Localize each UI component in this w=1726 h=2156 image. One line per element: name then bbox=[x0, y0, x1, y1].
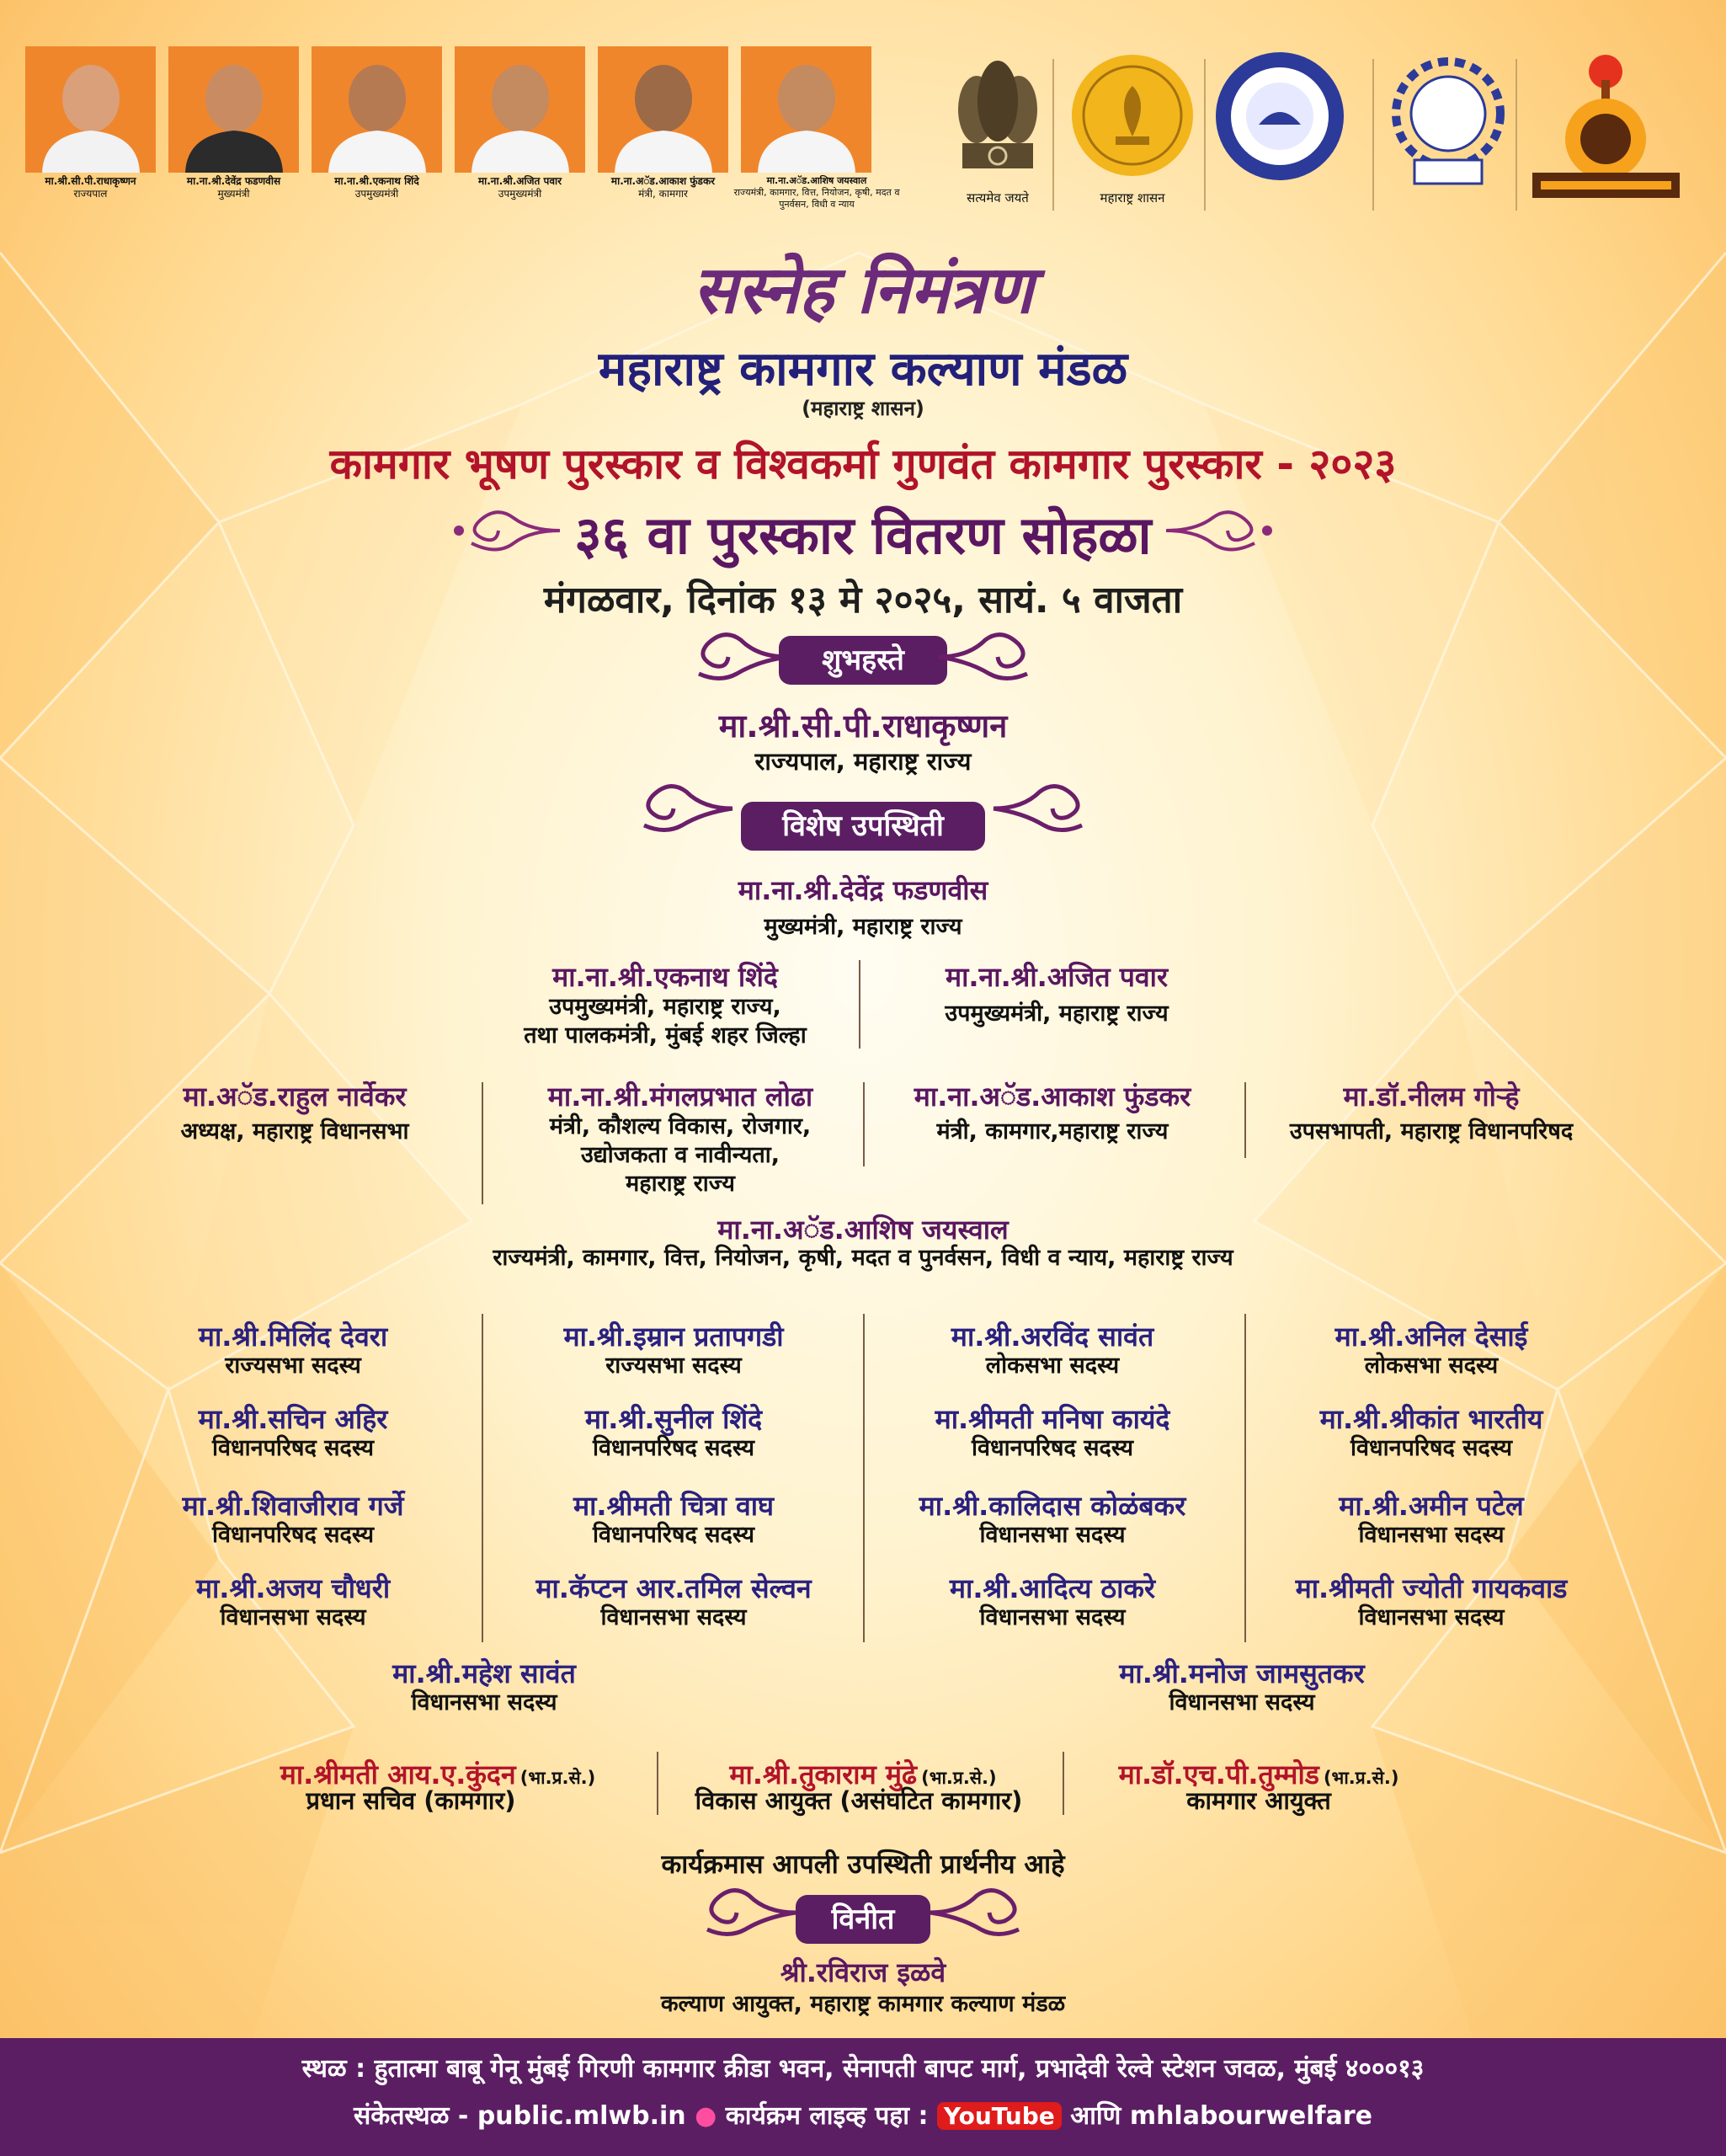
youtube-icon[interactable]: YouTube bbox=[937, 2102, 1062, 2130]
member-role: विधानपरिषद सदस्य bbox=[211, 1522, 375, 1548]
member-name: मा.श्री.अरविंद सावंत bbox=[951, 1321, 1154, 1353]
portrait-governor bbox=[25, 46, 156, 173]
flourish-left-icon bbox=[446, 505, 564, 556]
flourish-right-icon bbox=[989, 779, 1103, 838]
member-name: मा.श्री.मनोज जामसुतकर bbox=[1119, 1657, 1365, 1689]
member-name: मा.श्री.कालिदास कोळंबकर bbox=[919, 1490, 1186, 1522]
official-2-role: विकास आयुक्त (असंघटित कामगार) bbox=[695, 1786, 1023, 1815]
portrait-caption: मा.ना.अॅड.आशिष जयस्वाल राज्यमंत्री, कामगार, वित्त, नियोजन, कृषी, मदत व पुनर्वसन, विधी व न्याय bbox=[733, 175, 900, 210]
flourish-left-icon bbox=[623, 779, 737, 838]
member-name: मा.श्रीमती चित्रा वाघ bbox=[573, 1490, 775, 1522]
member-role: विधानसभा सदस्य bbox=[1358, 1604, 1505, 1630]
dcm1-role: उपमुख्यमंत्री, महाराष्ट्र राज्य, bbox=[549, 994, 781, 1020]
flourish-left-icon bbox=[678, 627, 791, 686]
ceremony-title: ३६ वा पुरस्कार वितरण सोहळा bbox=[574, 504, 1152, 566]
portrait-dcm-2 bbox=[455, 46, 585, 173]
labour-minister-name: मा.ना.अॅड.आकाश फुंडकर bbox=[914, 1081, 1191, 1113]
invitation-heading: सस्नेह निमंत्रण bbox=[693, 252, 1033, 328]
chief-guest-role: राज्यपाल, महाराष्ट्र राज्य bbox=[754, 747, 972, 776]
member-role: विधानपरिषद सदस्य bbox=[592, 1435, 755, 1461]
member-role: विधानपरिषद सदस्य bbox=[1350, 1435, 1513, 1461]
portrait-labour-minister bbox=[598, 46, 728, 173]
flourish-right-icon bbox=[926, 1883, 1040, 1942]
member-role: विधानसभा सदस्य bbox=[600, 1604, 747, 1630]
member-role: लोकसभा सदस्य bbox=[985, 1353, 1120, 1379]
mos-role: राज्यमंत्री, कामगार, वित्त, नियोजन, कृषी, मदत व पुनर्वसन, विधी व न्याय, महाराष्ट्र राज्य bbox=[493, 1245, 1233, 1271]
portrait-caption: मा.श्री.सी.पी.राधाकृष्णन राज्यपाल bbox=[45, 175, 136, 200]
member-role: विधानसभा सदस्य bbox=[1358, 1522, 1505, 1548]
board-name: महाराष्ट्र कामगार कल्याण मंडळ bbox=[598, 342, 1128, 397]
emblem-caption: महाराष्ट्र शासन bbox=[1100, 190, 1165, 205]
portrait-dcm-1 bbox=[312, 46, 442, 173]
lodha-role: मंत्री, कौशल्य विकास, रोजगार, bbox=[549, 1113, 812, 1139]
youtube-channel-link[interactable]: mhlabourwelfare bbox=[1129, 2101, 1372, 2131]
deputy-chair-role: उपसभापती, महाराष्ट्र विधानपरिषद bbox=[1289, 1118, 1574, 1145]
portrait-caption: मा.ना.श्री.अजित पवार उपमुख्यमंत्री bbox=[477, 175, 562, 200]
speaker-name: मा.अॅड.राहुल नार्वेकर bbox=[183, 1081, 407, 1113]
member-role: लोकसभा सदस्य bbox=[1364, 1353, 1499, 1379]
deputy-chair-name: मा.डॉ.नीलम गोऱ्हे bbox=[1343, 1081, 1520, 1113]
flourish-right-icon bbox=[935, 627, 1048, 686]
special-presence-label: विशेष उपस्थिती bbox=[741, 802, 985, 851]
member-name: मा.श्रीमती मनिषा कायंदे bbox=[935, 1403, 1170, 1435]
member-role: विधानसभा सदस्य bbox=[411, 1689, 557, 1716]
member-name: मा.कॅप्टन आर.तमिल सेल्वन bbox=[535, 1572, 812, 1604]
official-1: मा.श्रीमती आय.ए.कुंदन (भा.प्र.से.) bbox=[280, 1758, 596, 1790]
member-name: मा.श्री.महेश सावंत bbox=[392, 1657, 576, 1689]
member-name: मा.श्री.आदित्य ठाकरे bbox=[949, 1572, 1156, 1604]
host-name: श्री.रविराज इळवे bbox=[780, 1956, 946, 1988]
member-role: विधानसभा सदस्य bbox=[979, 1522, 1126, 1548]
member-name: मा.श्रीमती ज्योती गायकवाड bbox=[1295, 1572, 1568, 1604]
dcm1-name: मा.ना.श्री.एकनाथ शिंदे bbox=[552, 961, 778, 993]
swarajya-emblem-icon bbox=[1524, 46, 1688, 206]
labour-minister-role: मंत्री, कामगार,महाराष्ट्र राज्य bbox=[936, 1118, 1169, 1145]
member-name: मा.श्री.सचिन अहिर bbox=[198, 1403, 388, 1435]
maharashtra-seal-icon bbox=[1069, 52, 1196, 179]
portrait-mos bbox=[741, 46, 871, 173]
mos-name: मा.ना.अॅड.आशिष जयस्वाल bbox=[717, 1214, 1009, 1246]
member-name: मा.श्री.श्रीकांत भारतीय bbox=[1319, 1403, 1543, 1435]
footer-links: संकेतस्थळ - public.mlwb.in ● कार्यक्रम लाइव्ह पहा : YouTube आणि mhlabourwelfare bbox=[354, 2101, 1372, 2131]
member-role: विधानपरिषद सदस्य bbox=[211, 1435, 375, 1461]
portrait-caption: मा.ना.अॅड.आकाश फुंडकर मंत्री, कामगार bbox=[610, 175, 716, 200]
member-name: मा.श्री.अनिल देसाई bbox=[1334, 1321, 1528, 1353]
host-label: विनीत bbox=[796, 1895, 930, 1944]
dcm2-role: उपमुख्यमंत्री, महाराष्ट्र राज्य bbox=[945, 1001, 1169, 1027]
cm-name: मा.ना.श्री.देवेंद्र फडणवीस bbox=[738, 874, 988, 906]
member-name: मा.श्री.शिवाजीराव गर्जे bbox=[182, 1490, 404, 1522]
member-role: विधानपरिषद सदस्य bbox=[971, 1435, 1134, 1461]
lodha-role-line3: महाराष्ट्र राज्य bbox=[626, 1171, 735, 1197]
member-role: राज्यसभा सदस्य bbox=[225, 1353, 361, 1379]
member-role: विधानपरिषद सदस्य bbox=[592, 1522, 755, 1548]
member-name: मा.श्री.इम्रान प्रतापगडी bbox=[563, 1321, 784, 1353]
dcm1-role-line2: तथा पालकमंत्री, मुंबई शहर जिल्हा bbox=[524, 1022, 807, 1049]
lodha-role-line2: उद्योजकता व नावीन्यता, bbox=[580, 1142, 780, 1168]
chief-guest-name: मा.श्री.सी.पी.राधाकृष्णन bbox=[718, 707, 1008, 744]
official-1-role: प्रधान सचिव (कामगार) bbox=[306, 1786, 516, 1815]
flourish-left-icon bbox=[686, 1883, 800, 1942]
member-name: मा.श्री.अमीन पटेल bbox=[1339, 1490, 1524, 1522]
portrait-caption: मा.ना.श्री.एकनाथ शिंदे उपमुख्यमंत्री bbox=[334, 175, 419, 200]
presence-request: कार्यक्रमास आपली उपस्थिती प्रार्थनीय आहे bbox=[661, 1849, 1065, 1880]
portrait-caption: मा.ना.श्री.देवेंद्र फडणवीस मुख्यमंत्री bbox=[186, 175, 281, 200]
emblem-caption: सत्यमेव जयते bbox=[967, 190, 1029, 205]
event-datetime: मंगळवार, दिनांक १३ मे २०२५, सायं. ५ वाजता bbox=[543, 579, 1183, 622]
welfare-board-seal-icon bbox=[1212, 49, 1347, 184]
cm-role: मुख्यमंत्री, महाराष्ट्र राज्य bbox=[764, 914, 962, 940]
official-3: मा.डॉ.एच.पी.तुम्मोड (भा.प्र.से.) bbox=[1118, 1758, 1399, 1790]
award-title: कामगार भूषण पुरस्कार व विश्वकर्मा गुणवंत कामगार पुरस्कार - २०२३ bbox=[329, 440, 1397, 488]
member-role: राज्यसभा सदस्य bbox=[605, 1353, 742, 1379]
member-name: मा.श्री.सुनील शिंदे bbox=[584, 1403, 763, 1435]
ashoka-emblem-icon bbox=[939, 51, 1057, 185]
official-3-role: कामगार आयुक्त bbox=[1186, 1786, 1331, 1815]
member-role: विधानसभा सदस्य bbox=[1169, 1689, 1315, 1716]
portrait-cm bbox=[168, 46, 299, 173]
chief-guest-label: शुभहस्ते bbox=[779, 636, 947, 685]
official-2: मा.श्री.तुकाराम मुंढे (भा.प्र.से.) bbox=[729, 1758, 997, 1790]
lodha-name: मा.ना.श्री.मंगलप्रभात लोढा bbox=[547, 1081, 813, 1113]
member-role: विधानसभा सदस्य bbox=[220, 1604, 366, 1630]
speaker-role: अध्यक्ष, महाराष्ट्र विधानसभा bbox=[180, 1118, 409, 1145]
member-role: विधानसभा सदस्य bbox=[979, 1604, 1126, 1630]
flourish-right-icon bbox=[1162, 505, 1280, 556]
website-link[interactable]: public.mlwb.in bbox=[477, 2101, 686, 2131]
bullet-icon: ● bbox=[695, 2101, 717, 2131]
venue-text: स्थळ : हुतात्मा बाबू गेनू मुंबई गिरणी कामगार क्रीडा भवन, सेनापती बापट मार्ग, प्रभादेवी रेल्वे स्टेशन जवळ, मुंबई ४०००१३ bbox=[301, 2054, 1425, 2084]
government-label: (महाराष्ट्र शासन) bbox=[802, 397, 924, 420]
workers-gear-emblem-icon bbox=[1385, 55, 1511, 189]
dcm2-name: मा.ना.श्री.अजित पवार bbox=[945, 961, 1169, 993]
member-name: मा.श्री.अजय चौधरी bbox=[195, 1572, 391, 1604]
member-name: मा.श्री.मिलिंद देवरा bbox=[198, 1321, 388, 1353]
host-role: कल्याण आयुक्त, महाराष्ट्र कामगार कल्याण मंडळ bbox=[660, 1991, 1066, 2017]
